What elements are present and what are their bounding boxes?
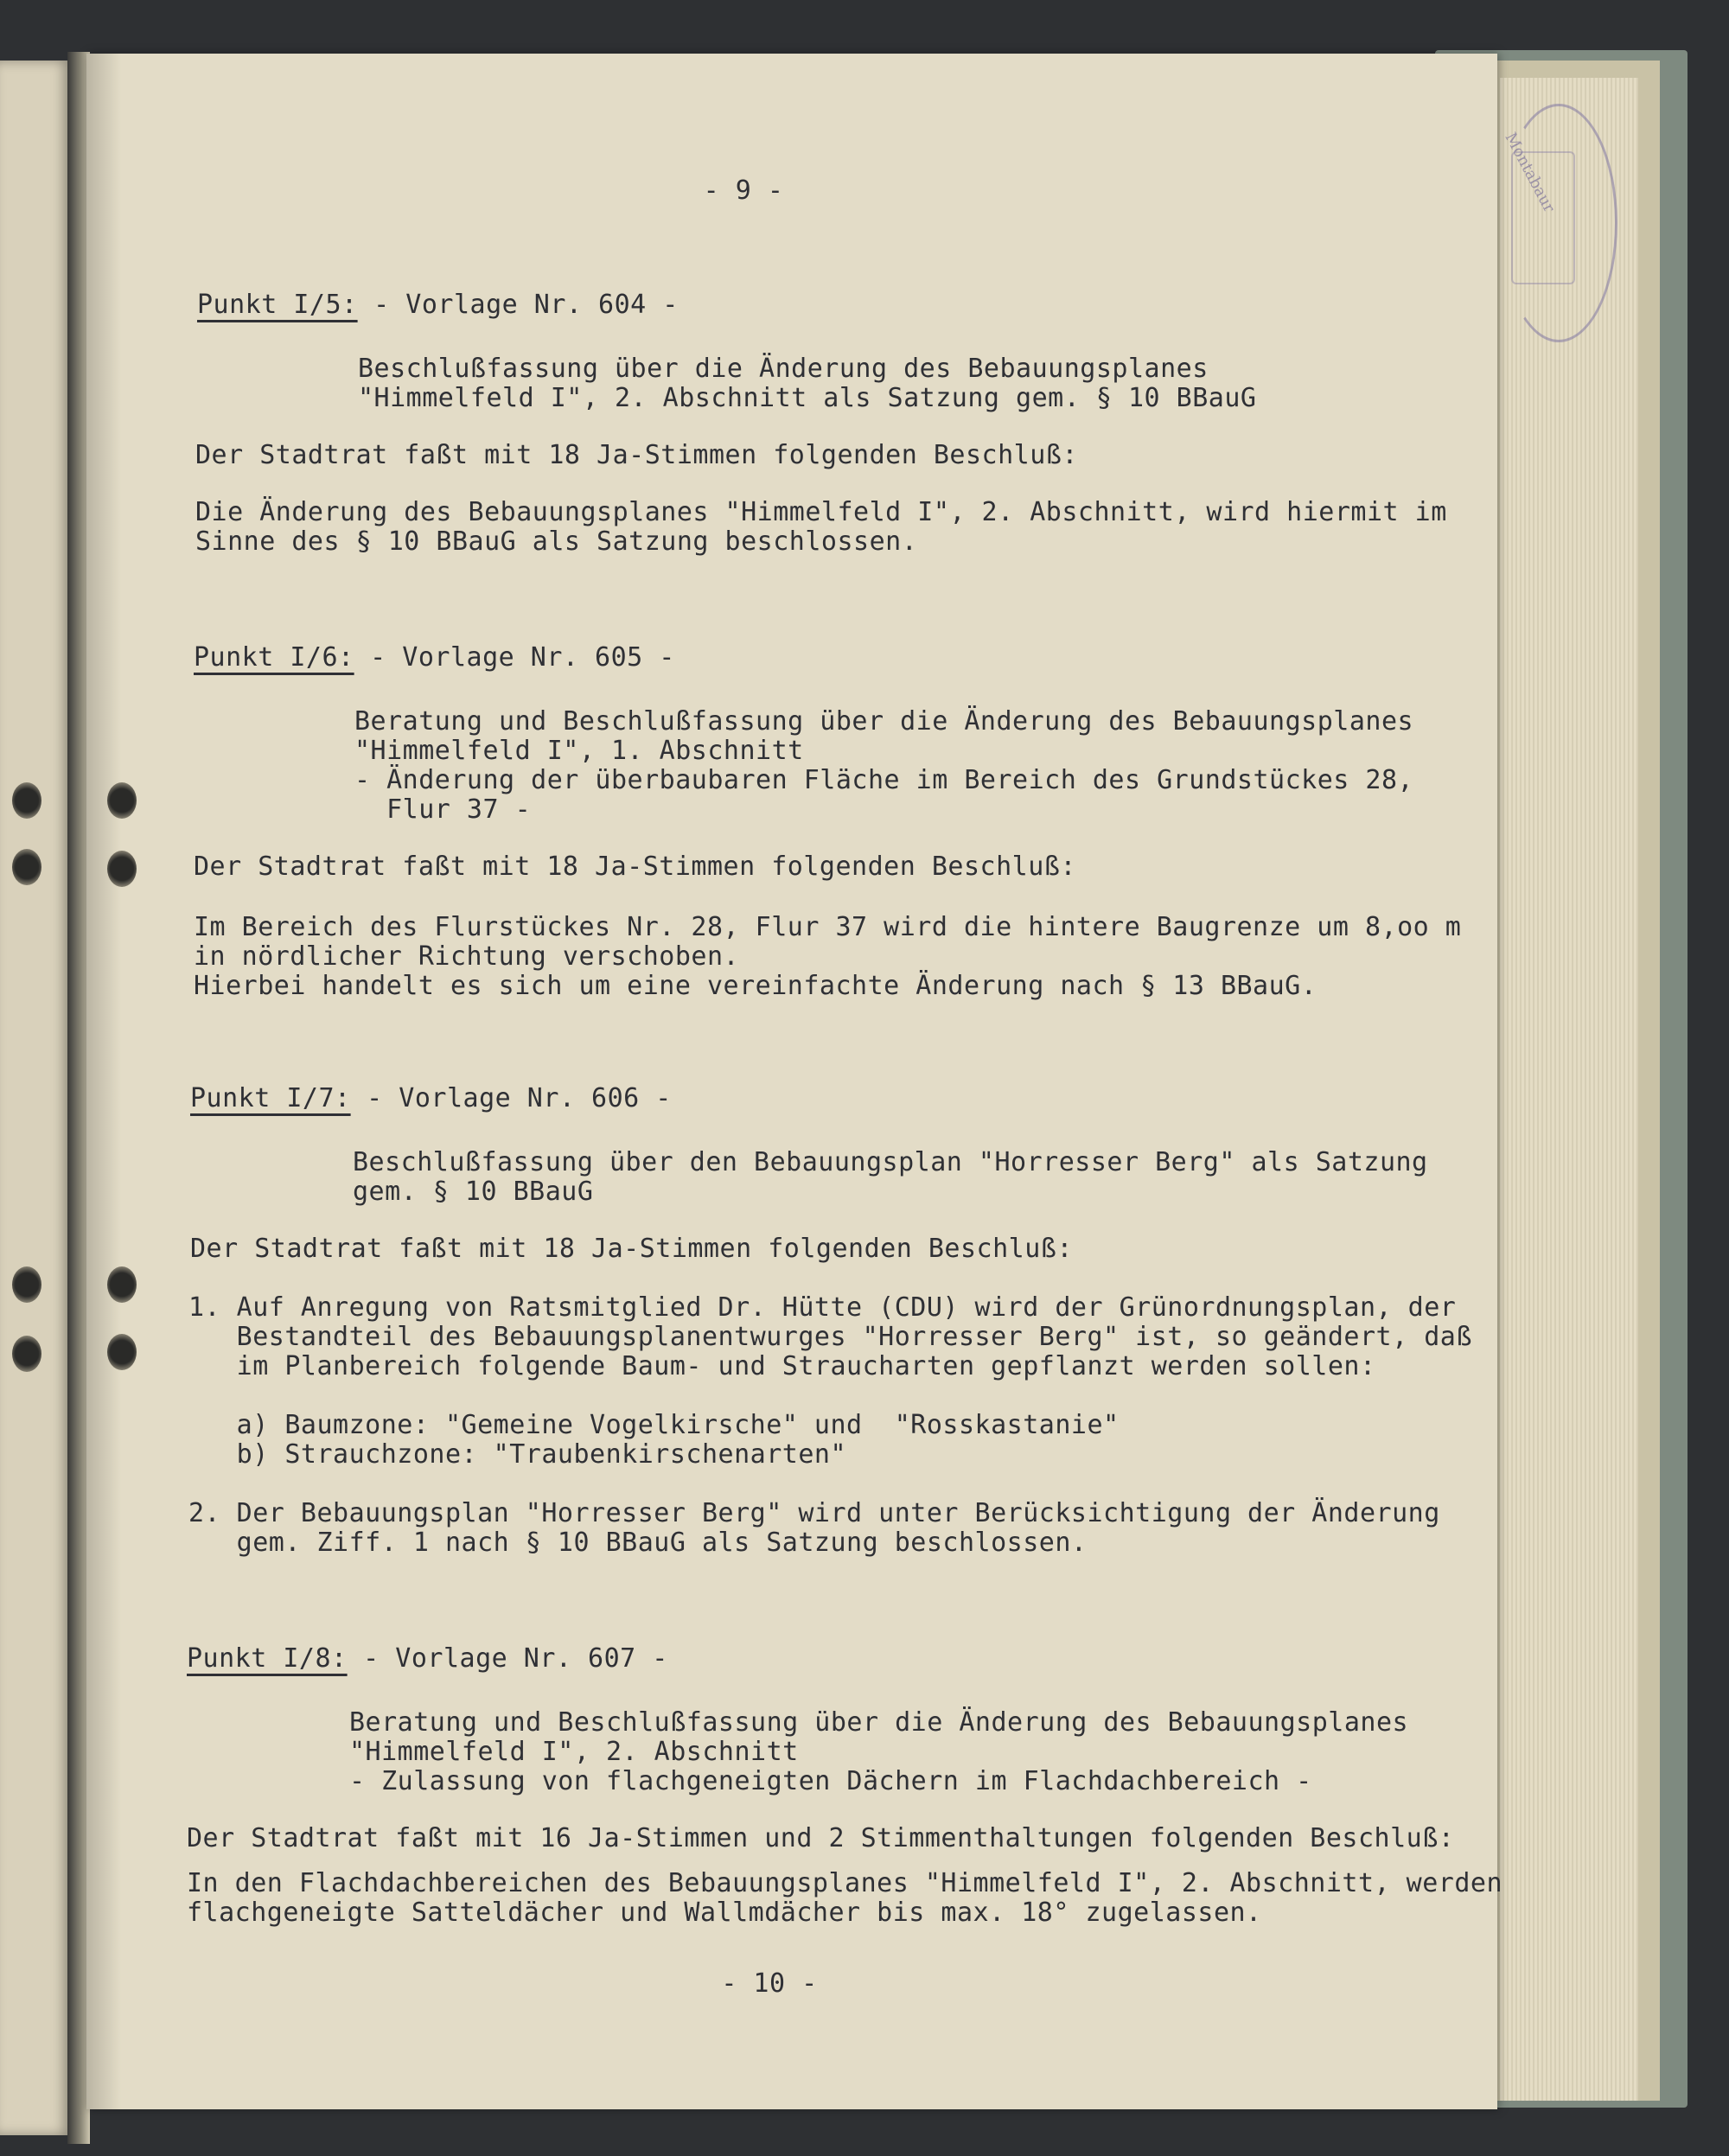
left-page-sliver	[0, 61, 71, 2135]
section-heading-line	[197, 290, 679, 320]
section-decision: 1. Auf Anregung von Ratsmitglied Dr. Hütte (CDU) wird der Grünordnungsplan, der Bestandteil des Bebauungsplanentwurges "Horresser Berg" ist, so geändert, daß im Planbereich folgende Baum- und Straucharten gepflanzt werden sollen: a) Baumzone: "Gemeine Vogelkirsche" und "Rosskastanie" b) Strauchzone: "Traubenkirschenarten" 2. Der Bebauungsplan "Horresser Berg" wird unter Berücksichtigung der Änderung gem. Ziff. 1 nach § 10 BBauG als Satzung beschlossen.	[188, 1292, 1472, 1558]
punch-hole	[107, 1266, 137, 1303]
section-vorlage: - Vorlage Nr. 605 -	[354, 642, 675, 673]
section-heading-line	[194, 643, 675, 673]
section-vote: Der Stadtrat faßt mit 18 Ja-Stimmen folgenden Beschluß:	[194, 852, 1076, 882]
punch-hole	[107, 851, 137, 887]
section-heading: Punkt I/8:	[187, 1643, 348, 1674]
section-heading: Punkt I/6:	[194, 642, 354, 673]
punch-hole	[12, 1336, 41, 1372]
stamp-text: Montabaur	[1501, 130, 1559, 216]
punch-hole	[12, 1266, 41, 1303]
section-heading-line	[190, 1084, 672, 1113]
section-vorlage: - Vorlage Nr. 604 -	[357, 290, 679, 320]
section-decision: Die Änderung des Bebauungsplanes "Himmelfeld I", 2. Abschnitt, wird hiermit im Sinne des § 10 BBauG als Satzung beschlossen.	[195, 497, 1447, 557]
punch-hole	[12, 849, 41, 885]
section-vote: Der Stadtrat faßt mit 16 Ja-Stimmen und 2 Stimmenthaltungen folgenden Beschluß:	[187, 1823, 1455, 1853]
section-heading: Punkt I/5:	[197, 290, 358, 320]
section-vote: Der Stadtrat faßt mit 18 Ja-Stimmen folgenden Beschluß:	[195, 440, 1078, 470]
section-subject: Beratung und Beschlußfassung über die Änderung des Bebauungsplanes "Himmelfeld I", 2. Abschnitt - Zulassung von flachgeneigten Dächern im Flachdachbereich -	[349, 1707, 1409, 1796]
punch-hole	[12, 782, 41, 819]
punch-hole	[107, 782, 137, 819]
page-stack-edges	[1500, 78, 1638, 2101]
section-vorlage: - Vorlage Nr. 606 -	[350, 1083, 672, 1113]
section-subject: Beschlußfassung über die Änderung des Bebauungsplanes "Himmelfeld I", 2. Abschnitt als Satzung gem. § 10 BBauG	[358, 354, 1257, 413]
section-heading: Punkt I/7:	[190, 1083, 351, 1113]
section-subject: Beratung und Beschlußfassung über die Änderung des Bebauungsplanes "Himmelfeld I", 1. Abschnitt - Änderung der überbaubaren Fläche im Bereich des Grundstückes 28, Flur 37 -	[354, 706, 1414, 825]
section-subject: Beschlußfassung über den Bebauungsplan "Horresser Berg" als Satzung gem. § 10 BBauG	[353, 1147, 1428, 1207]
section-vorlage: - Vorlage Nr. 607 -	[347, 1643, 668, 1674]
page-number-header: - 9 -	[703, 175, 784, 206]
punch-hole	[107, 1334, 137, 1370]
section-vote: Der Stadtrat faßt mit 18 Ja-Stimmen folgenden Beschluß:	[190, 1234, 1073, 1264]
section-decision: In den Flachdachbereichen des Bebauungsplanes "Himmelfeld I", 2. Abschnitt, werden flachgeneigte Satteldächer und Wallmdächer bis max. 18° zugelassen.	[187, 1868, 1503, 1928]
section-decision: Im Bereich des Flurstückes Nr. 28, Flur 37 wird die hintere Baugrenze um 8,oo m in nördlicher Richtung verschoben. Hierbei handelt es sich um eine vereinfachte Änderung nach § 13 BBauG.	[194, 912, 1462, 1001]
page-number-footer: - 10 -	[721, 1968, 818, 1999]
section-heading-line	[187, 1644, 668, 1674]
